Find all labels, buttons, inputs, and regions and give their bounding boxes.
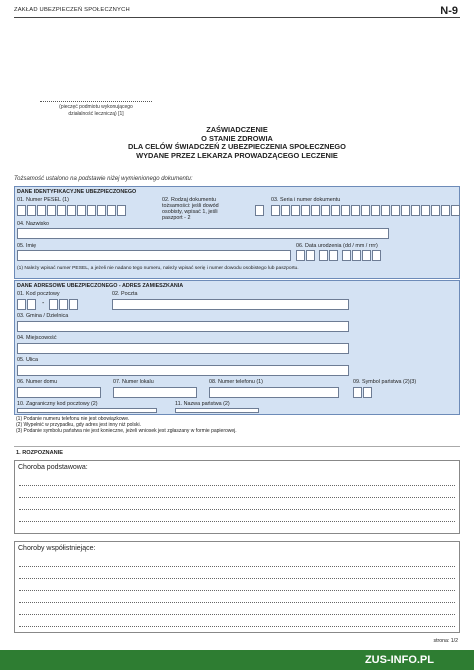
stamp-caption bbox=[40, 104, 152, 117]
main-disease-box[interactable] bbox=[14, 460, 460, 534]
stamp-line bbox=[40, 101, 152, 102]
surname-input[interactable] bbox=[17, 228, 389, 239]
address-note-1: (1) Podanie numeru telefonu nie jest obowiązkowe. bbox=[16, 416, 130, 422]
identification-title: DANE IDENTYFIKACYJNE UBEZPIECZONEGO bbox=[17, 189, 137, 195]
title-line3: DLA CELÓW ŚWIADCZEŃ Z UBEZPIECZENIA SPOŁECZNEGO bbox=[128, 142, 346, 151]
doc-type-line2: tożsamości: jeśli dowód bbox=[162, 203, 219, 209]
brand-logo: ZUS-INFO.PL bbox=[364, 654, 434, 666]
city-input[interactable] bbox=[17, 343, 349, 354]
comorbid-diseases-label: Choroby współistniejące: bbox=[18, 545, 96, 552]
address-section bbox=[14, 280, 460, 415]
pesel-input[interactable] bbox=[17, 205, 127, 216]
city-label: 04. Miejscowość bbox=[17, 335, 57, 341]
address-note-3: (3) Podanie symbolu państwa nie jest konieczne, jeżeli wniosek jest zgłaszany w formie papierowej. bbox=[16, 428, 237, 434]
identity-note: Tożsamość ustalono na podstawie niżej wymienionego dokumentu: bbox=[14, 176, 193, 182]
country-name-label: 11. Nazwa państwa (2) bbox=[175, 401, 230, 407]
identification-footnote: (1) Należy wpisać numer PESEL, a jeżeli nie nadano tego numeru, należy wpisać serię i numer dowodu osobistego lub paszportu. bbox=[17, 266, 299, 271]
doc-type-line1: 02. Rodzaj dokumentu bbox=[162, 197, 216, 203]
surname-label: 04. Nazwisko bbox=[17, 221, 50, 227]
country-symbol-input[interactable] bbox=[353, 387, 373, 398]
street-input[interactable] bbox=[17, 365, 349, 376]
phone-label: 08. Numer telefonu (1) bbox=[209, 379, 263, 385]
post-office-input[interactable] bbox=[112, 299, 349, 310]
title-line1: ZAŚWIADCZENIE bbox=[206, 125, 268, 134]
page-number: strona: 1/2 bbox=[433, 638, 458, 644]
diagnosis-divider bbox=[14, 446, 460, 447]
pesel-label: 01. Numer PESEL (1) bbox=[17, 197, 69, 203]
stamp-caption-line1: (pieczęć podmiotu wykonującego bbox=[59, 104, 133, 110]
municipality-input[interactable] bbox=[17, 321, 349, 332]
institution-name: ZAKŁAD UBEZPIECZEŃ SPOŁECZNYCH bbox=[14, 7, 130, 13]
comorbid-diseases-box[interactable] bbox=[14, 541, 460, 633]
doc-number-label: 03. Seria i numer dokumentu bbox=[271, 197, 341, 203]
title-line2: O STANIE ZDROWIA bbox=[201, 133, 273, 143]
doc-type-label bbox=[162, 197, 219, 221]
form-code: N-9 bbox=[440, 5, 458, 17]
flat-number-input[interactable] bbox=[113, 387, 197, 398]
first-name-input[interactable] bbox=[17, 250, 291, 261]
main-disease-label: Choroba podstawowa: bbox=[18, 464, 88, 471]
stamp-caption-line2: działalność leczniczą) [1] bbox=[68, 110, 124, 117]
postal-dash: - bbox=[42, 300, 45, 307]
flat-number-label: 07. Numer lokalu bbox=[113, 379, 154, 385]
diagnosis-section-title: 1. ROZPOZNANIE bbox=[16, 450, 63, 456]
birth-date-input[interactable] bbox=[296, 250, 382, 261]
municipality-label: 03. Gmina / Dzielnica bbox=[17, 313, 69, 319]
postal-code-input-2[interactable] bbox=[49, 299, 79, 310]
post-office-label: 02. Poczta bbox=[112, 291, 138, 297]
foreign-postal-label: 10. Zagraniczny kod pocztowy (2) bbox=[17, 401, 98, 407]
country-symbol-label: 09. Symbol państwa (2)(3) bbox=[353, 379, 417, 385]
title-line4: WYDANE PRZEZ LEKARZA PROWADZĄCEGO LECZENIE bbox=[136, 150, 338, 160]
postal-label: 01. Kod pocztowy bbox=[17, 291, 60, 297]
phone-input[interactable] bbox=[209, 387, 339, 398]
header-divider bbox=[14, 17, 460, 18]
foreign-postal-input[interactable] bbox=[17, 408, 157, 413]
postal-code-input[interactable] bbox=[17, 299, 37, 310]
house-number-label: 06. Numer domu bbox=[17, 379, 58, 385]
doc-type-line3: osobisty, wpisać 1, jeśli bbox=[162, 209, 218, 215]
house-number-input[interactable] bbox=[17, 387, 101, 398]
address-title: DANE ADRESOWE UBEZPIECZONEGO - ADRES ZAMIESZKANIA bbox=[17, 283, 184, 289]
identification-section bbox=[14, 186, 460, 279]
first-name-label: 05. Imię bbox=[17, 243, 37, 249]
address-note-2: (2) Wypełnić w przypadku, gdy adres jest inny niż polski. bbox=[16, 422, 142, 428]
birth-date-label: 06. Data urodzenia (dd / mm / rrrr) bbox=[296, 243, 378, 249]
doc-type-line4: paszport - 2 bbox=[162, 215, 191, 221]
doc-number-input[interactable] bbox=[271, 205, 461, 216]
street-label: 05. Ulica bbox=[17, 357, 38, 363]
doc-type-input[interactable] bbox=[255, 205, 265, 216]
document-title bbox=[0, 126, 474, 160]
country-name-input[interactable] bbox=[175, 408, 259, 413]
